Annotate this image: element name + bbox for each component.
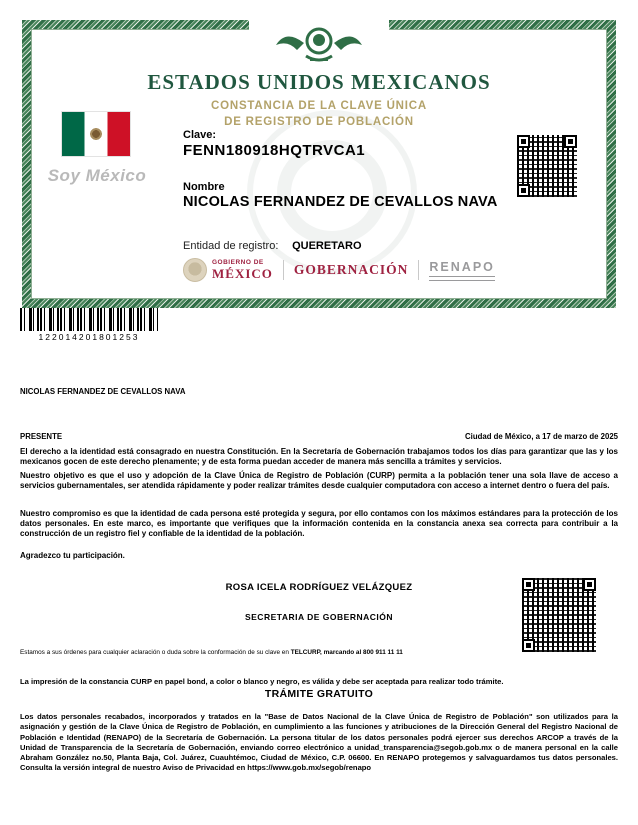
qr-code-letter xyxy=(522,578,596,652)
renapo-logo-underline xyxy=(429,276,494,281)
logo-divider xyxy=(283,260,284,280)
contact-line-text: Estamos a sus órdenes para cualquier aclaración o duda sobre la conformación de su clave en xyxy=(20,649,291,656)
qr-finder-icon xyxy=(522,639,535,652)
gobierno-logo-line1: GOBIERNO DE xyxy=(212,259,264,267)
letter-thanks: Agradezco tu participación. xyxy=(20,551,125,560)
tramite-gratuito-label: TRÁMITE GRATUITO xyxy=(264,688,374,700)
logo-divider xyxy=(418,260,419,280)
letter-addressee: NICOLAS FERNANDEZ DE CEVALLOS NAVA xyxy=(20,387,186,396)
qr-code-card xyxy=(517,135,577,197)
certificate-card xyxy=(22,20,616,308)
letter-paragraph-2: Nuestro objetivo es que el uso y adopción de la Clave Única de Registro de Población (CURP) permita a la población tener una sola llave de acceso a servicios gubernamentales, ser atendida rápidamente y poder realizar trámites desde cualquier computadora con acceso a internet dentro o fuera del país. xyxy=(20,471,618,491)
soy-mexico-label: Soy México xyxy=(47,166,147,185)
subtitle-line-2: DE REGISTRO DE POBLACIÓN xyxy=(224,116,414,129)
nombre-label: Nombre xyxy=(183,181,225,193)
qr-finder-icon xyxy=(517,135,530,148)
gobierno-eagle-icon xyxy=(183,258,207,282)
entidad-value: QUERETARO xyxy=(292,240,362,252)
letter-paragraph-3: Nuestro compromiso es que la identidad de cada persona esté protegida y segura, por ello contamos con los máximos estándares para la protección de los datos personales. En este marco, es importante que verifiques que la información contenida en la constancia anexa sea correcta para contribuir a la construcción de un registro fiel y confiable de la identidad de la población. xyxy=(20,509,618,539)
signer-title: SECRETARIA DE GOBERNACIÓN xyxy=(244,612,394,622)
dateline: Ciudad de México, a 17 de marzo de 2025 xyxy=(465,432,618,441)
signer-name: ROSA ICELA RODRÍGUEZ VELÁZQUEZ xyxy=(225,582,413,593)
renapo-logo xyxy=(429,260,494,281)
mexican-flag-icon xyxy=(62,112,130,156)
entidad-label: Entidad de registro: xyxy=(183,240,279,252)
barcode-icon xyxy=(20,308,158,331)
contact-line-phone: TELCURP, marcando al 800 911 11 11 xyxy=(290,649,403,656)
clave-value: FENN180918HQTRVCA1 xyxy=(183,142,366,159)
qr-finder-icon xyxy=(583,578,596,591)
certificate-card-inner xyxy=(31,29,607,299)
gobierno-logo-line2: MÉXICO xyxy=(212,265,273,281)
barcode-number: 122014201801253 xyxy=(38,332,140,342)
national-emblem-icon xyxy=(249,20,389,68)
nombre-value: NICOLAS FERNANDEZ DE CEVALLOS NAVA xyxy=(183,194,498,210)
gobernacion-logo: GOBERNACIÓN xyxy=(293,262,409,277)
privacy-notice: Los datos personales recabados, incorporados y tratados en la "Base de Datos Nacional de la Clave Única de Registro de Población" son utilizados para la asignación y gestión de la Clave Única de Registro de Población, en cumplimiento a las funciones y atribuciones de la Dirección General del Registro Nacional de Población e Identidad (RENAPO) de la Secretaría de Gobernación. La persona titular de los datos personales podrá ejercer sus derechos ARCOP a través de la Unidad de Transparencia de la Secretaría de Gobernación, enviando correo electrónico a unidad_transparencia@segob.gob.mx o de manera personal en la calle Abraham González no.50, Planta Baja, Col. Juárez, Cuauhtémoc, Ciudad de México, C.P. 06600. En RENAPO protegemos y salvaguardamos tus datos personales. Consulta la versión integral de nuestro Aviso de Privacidad en https://www.gob.mx/segob/renapo xyxy=(20,712,618,773)
subtitle-line-1: CONSTANCIA DE LA CLAVE ÚNICA xyxy=(211,100,427,112)
contact-line xyxy=(20,649,403,656)
country-title: ESTADOS UNIDOS MEXICANOS xyxy=(147,70,491,94)
barcode-block xyxy=(20,308,158,342)
letter-paragraph-1: El derecho a la identidad está consagrado en nuestra Constitución. En la Secretaría de Gobernación trabajamos todos los días para garantizar que las y los mexicanos gocen de este derecho plenamente; y de esta forma puedan acceder de manera más sencilla a trámites y servicios. xyxy=(20,447,618,467)
gobierno-de-mexico-logo xyxy=(212,260,273,280)
qr-finder-icon xyxy=(517,184,530,197)
qr-finder-icon xyxy=(522,578,535,591)
entidad-row xyxy=(183,240,362,252)
clave-label: Clave: xyxy=(183,129,217,141)
presente-row xyxy=(20,432,618,441)
presente-label: PRESENTE xyxy=(20,432,63,441)
print-notice: La impresión de la constancia CURP en papel bond, a color o blanco y negro, es válida y debe ser aceptada para realizar todo trámite. xyxy=(20,677,504,686)
qr-finder-icon xyxy=(564,135,577,148)
renapo-logo-text: RENAPO xyxy=(429,259,495,274)
government-logos xyxy=(183,258,495,282)
